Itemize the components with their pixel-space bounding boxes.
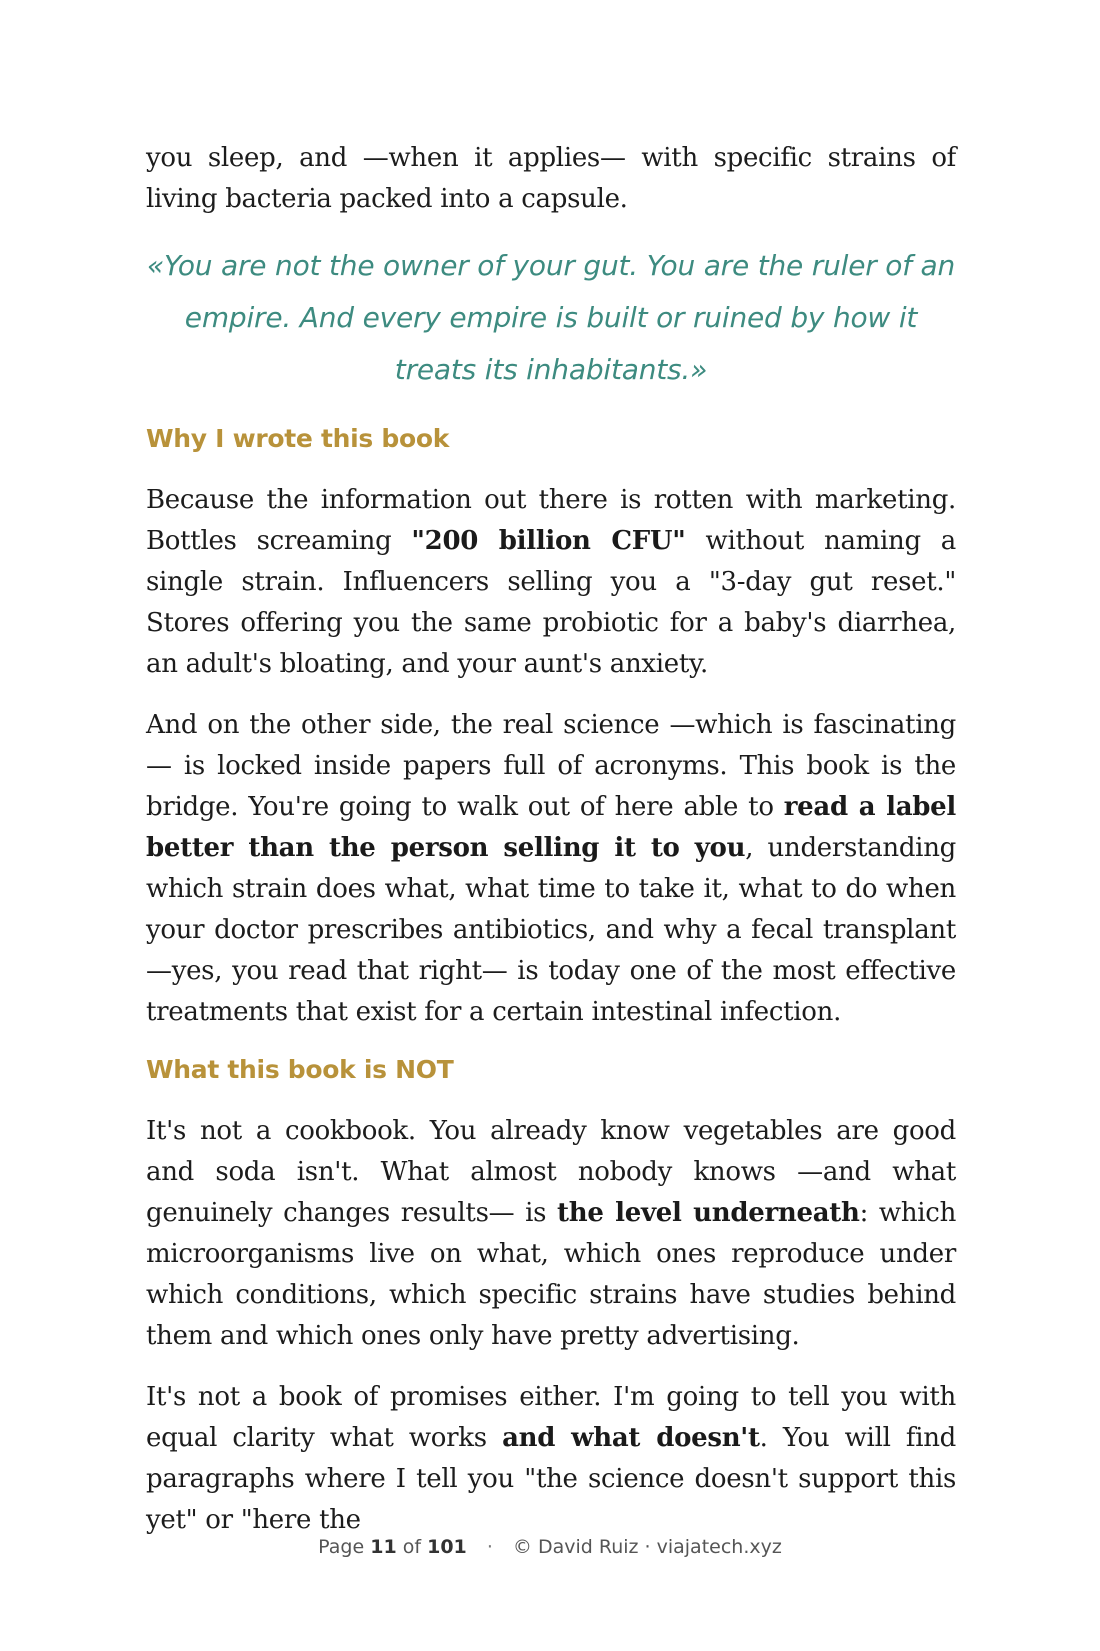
- paragraph-not-promises: [146, 1377, 956, 1541]
- bold-phrase: read a label better than the person selling it to you: [146, 792, 956, 863]
- paragraph-text: without naming a single strain. Influencers selling you a "3-day gut reset." Stores offering you the same probiotic for a baby's diarrhea, an adult's bloating, and your aunt's anxiety.: [146, 526, 956, 679]
- page-content: [146, 138, 956, 1561]
- bold-phrase: the level underneath: [557, 1198, 860, 1228]
- page-number: 11: [370, 1536, 397, 1558]
- paragraph-text: Because the information out there is rotten with marketing. Bottles screaming: [146, 485, 956, 556]
- paragraph-text: : which microorganisms live on what, which ones reproduce under which conditions, which specific strains have studies behind them and which ones only have pretty advertising.: [146, 1198, 957, 1351]
- section-heading-not: What this book is NOT: [146, 1055, 454, 1084]
- paragraph-marketing: [146, 480, 956, 685]
- paragraph-text: , understanding which strain does what, what time to take it, what to do when your doctor prescribes antibiotics, and why a fecal transplant —yes, you read that right— is today one of the most effective treatments that exist for a certain intestinal infection.: [146, 833, 956, 1027]
- pull-quote: «You are not the owner of your gut. You are the ruler of an empire. And every empire is built or ruined by how it treats its inhabitants.»: [146, 249, 956, 386]
- bold-phrase: and what doesn't: [502, 1423, 760, 1453]
- bold-phrase: "200 billion CFU": [411, 526, 686, 556]
- paragraph-science-bridge: [146, 705, 956, 1033]
- page-label: Page: [318, 1536, 365, 1558]
- paragraph-not-cookbook: [146, 1111, 956, 1357]
- paragraph-text: It's not a cookbook. You already know vegetables are good and soda isn't. What almost nobody knows —and what genuinely changes results— is: [146, 1116, 956, 1228]
- paragraph-text: And on the other side, the real science —which is fascinating— is locked inside papers full of acronyms. This book is the bridge. You're going to walk out of here able to: [146, 710, 956, 822]
- paragraph-text: . You will find paragraphs where I tell you "the science doesn't support this yet" or "here the: [146, 1423, 957, 1535]
- footer-credit: © David Ruiz · viajatech.xyz: [512, 1536, 782, 1558]
- total-pages: 101: [427, 1536, 467, 1558]
- section-heading-why: Why I wrote this book: [146, 424, 450, 453]
- footer-separator: ·: [486, 1536, 493, 1558]
- intro-paragraph: you sleep, and —when it applies— with specific strains of living bacteria packed into a capsule.: [146, 143, 956, 214]
- page-footer: [0, 1536, 1100, 1558]
- of-label: of: [402, 1536, 422, 1558]
- paragraph-text: It's not a book of promises either. I'm going to tell you with equal clarity what works: [146, 1382, 956, 1453]
